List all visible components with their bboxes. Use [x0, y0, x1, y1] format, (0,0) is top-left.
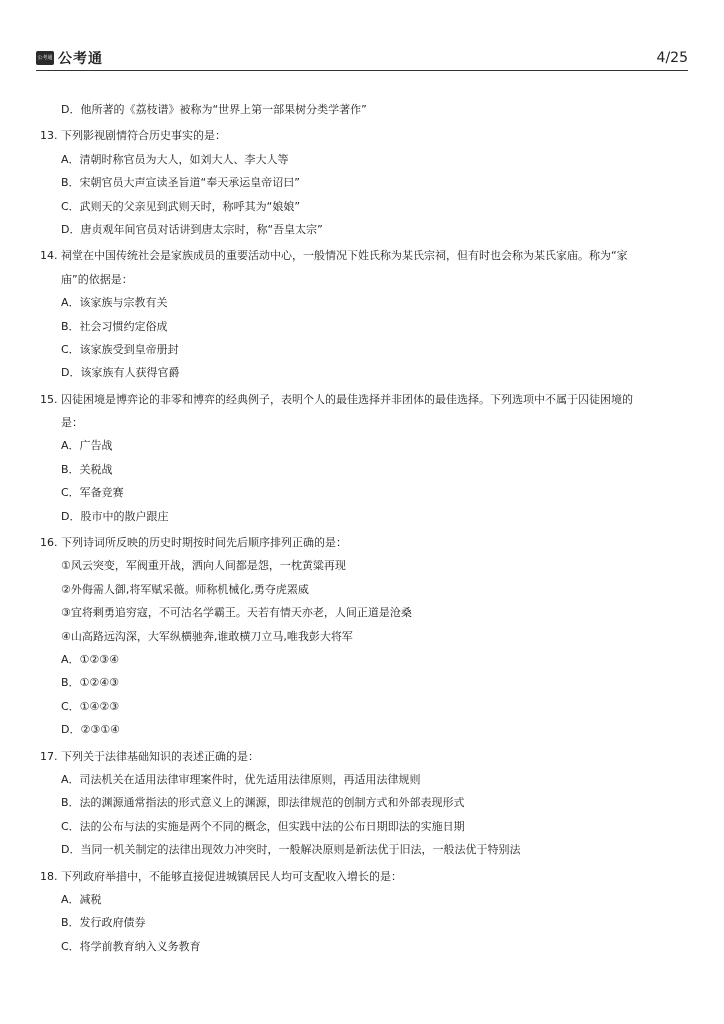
option-line: B．社会习惯约定俗成	[61, 319, 168, 333]
logo-text: 公考通	[58, 51, 103, 67]
poem-line: ③宜将剩勇追穷寇，不可沽名学霸王。天若有情天亦老，人间正道是沧桑	[61, 606, 412, 620]
option-line: A．减税	[61, 892, 102, 906]
option-line: A．①②③④	[61, 652, 119, 666]
question-continuation: 是：	[61, 416, 83, 430]
option-line: D．②③①④	[61, 723, 120, 737]
poem-line: ①风云突变，军阀重开战，洒向人间都是怨，一枕黄粱再现	[61, 559, 346, 573]
brand-logo	[36, 48, 103, 68]
header-divider	[36, 70, 688, 71]
option-line: B．宋朝官员大声宣读圣旨道“奉天承运皇帝诏曰”	[61, 176, 300, 190]
option-line: D．该家族有人获得官爵	[61, 366, 180, 380]
page-header	[36, 46, 688, 70]
option-line: B．法的渊源通常指法的形式意义上的渊源，即法律规范的创制方式和外部表现形式	[61, 796, 465, 810]
option-line: D．股市中的散户跟庄	[61, 509, 169, 523]
document-body	[40, 98, 690, 958]
option-line: C．法的公布与法的实施是两个不同的概念，但实践中法的公布日期即法的实施日期	[61, 819, 465, 833]
option-line: A．广告战	[61, 439, 113, 453]
option-line: C．将学前教育纳入义务教育	[61, 939, 201, 953]
option-line: D．唐贞观年间官员对话讲到唐太宗时，称“吾皇太宗”	[61, 222, 323, 236]
option-line: B．关税战	[61, 462, 113, 476]
question-18: 18. 下列政府举措中，不能够直接促进城镇居民人均可支配收入增长的是：	[40, 869, 402, 883]
option-line: C．武则天的父亲见到武则天时，称呼其为“娘娘”	[61, 199, 301, 213]
option-line: C．该家族受到皇帝册封	[61, 342, 179, 356]
logo-icon: 公考通	[36, 51, 54, 65]
poem-line: ④山高路远沟深，大军纵横驰奔,谁敢横刀立马,唯我彭大将军	[61, 629, 353, 643]
question-14: 14. 祠堂在中国传统社会是家族成员的重要活动中心，一般情况下姓氏称为某氏宗祠，但有时也会称为某氏家庙。称为“家	[40, 249, 628, 263]
question-17: 17. 下列关于法律基础知识的表述正确的是：	[40, 749, 259, 763]
question-15: 15. 囚徒困境是博弈论的非零和博弈的经典例子，表明个人的最佳选择并非团体的最佳选择。下列选项中不属于囚徒困境的	[40, 392, 633, 406]
option-line: B．①②④③	[61, 676, 119, 690]
option-line: C．军备竞赛	[61, 486, 124, 500]
page-number: 4/25	[656, 50, 688, 66]
question-16: 16. 下列诗词所反映的历史时期按时间先后顺序排列正确的是：	[40, 536, 347, 550]
poem-line: ②外侮需人御,将军赋采薇。师称机械化,勇夺虎罴威	[61, 582, 309, 596]
option-line: A．清朝时称官员为大人，如刘大人、李大人等	[61, 152, 289, 166]
option-line: D．当同一机关制定的法律出现效力冲突时，一般解决原则是新法优于旧法，一般法优于特别法	[61, 843, 521, 857]
question-13: 13. 下列影视剧情符合历史事实的是：	[40, 129, 226, 143]
question-continuation: 庙”的依据是：	[61, 272, 133, 286]
option-line: A．该家族与宗教有关	[61, 296, 168, 310]
option-line: A．司法机关在适用法律审理案件时，优先适用法律原则，再适用法律规则	[61, 772, 421, 786]
option-line: C．①④②③	[61, 699, 120, 713]
option-line: D．他所著的《荔枝谱》被称为“世界上第一部果树分类学著作”	[61, 103, 367, 116]
option-line: B．发行政府债券	[61, 916, 146, 930]
